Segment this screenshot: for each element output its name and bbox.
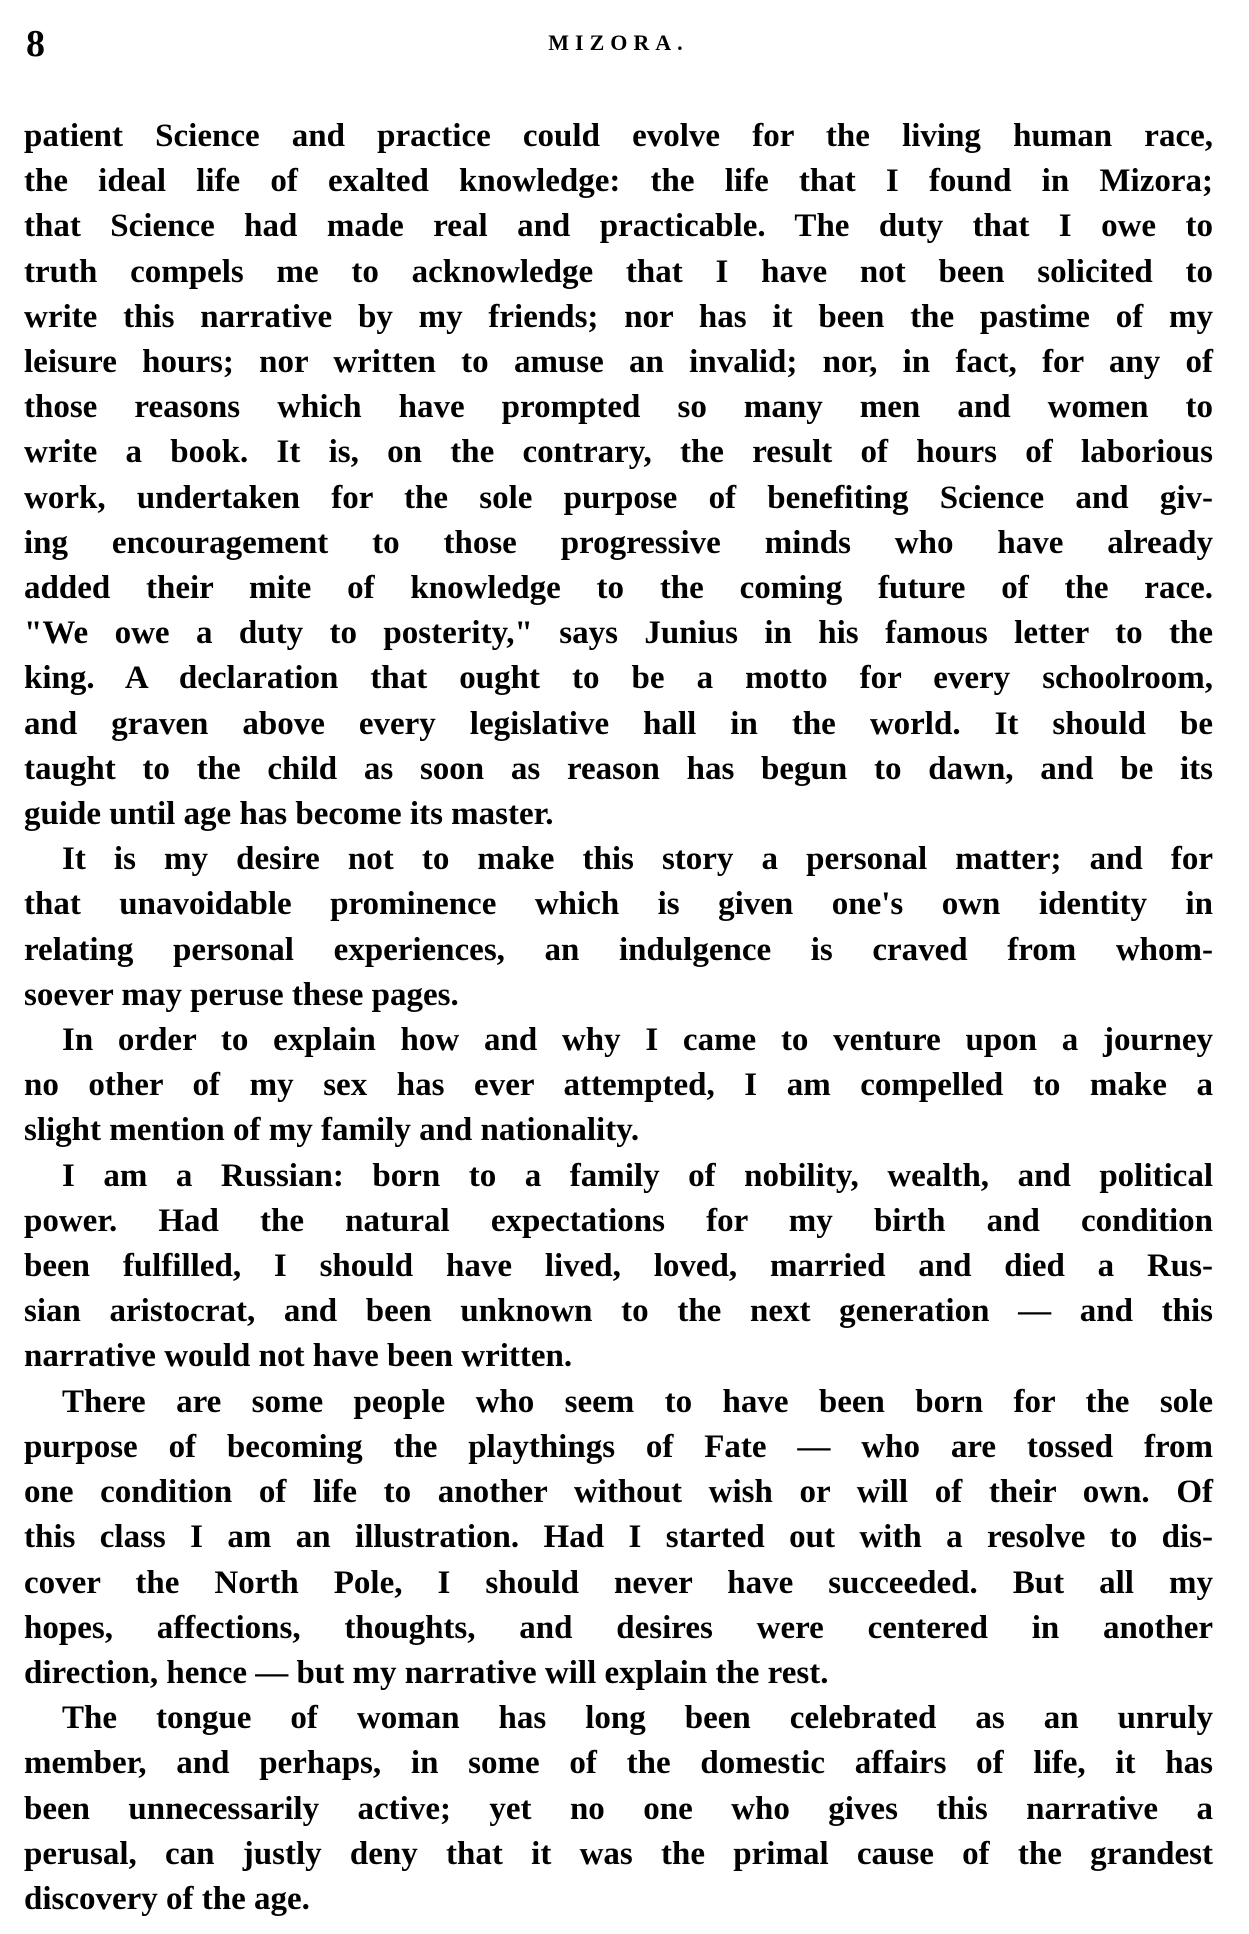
text-line: this class I am an illustration. Had I started out with a resolve to dis- <box>24 1519 1213 1556</box>
paragraph <box>24 1696 1213 1922</box>
text-line: and graven above every legislative hall in the world. It should be <box>24 705 1213 742</box>
paragraph <box>24 837 1213 1018</box>
text-line: narrative would not have been written. <box>24 1338 573 1375</box>
text-line: perusal, can justly deny that it was the primal cause of the grandest <box>24 1835 1213 1872</box>
paragraph <box>24 1018 1213 1154</box>
page-number: 8 <box>26 23 45 65</box>
text-line: those reasons which have prompted so many men and women to <box>24 389 1213 426</box>
text-line: write this narrative by my friends; nor has it been the pastime of my <box>24 298 1213 335</box>
text-line: There are some people who seem to have been born for the sole <box>62 1383 1213 1420</box>
text-line: It is my desire not to make this story a personal matter; and for <box>62 841 1213 878</box>
text-line: soever may peruse these pages. <box>24 976 459 1013</box>
text-line: king. A declaration that ought to be a motto for every schoolroom, <box>24 660 1213 697</box>
text-line: that Science had made real and practicable. The duty that I owe to <box>24 208 1213 245</box>
text-line: discovery of the age. <box>24 1880 310 1917</box>
paragraph <box>24 1154 1213 1380</box>
text-line: The tongue of woman has long been celebrated as an unruly <box>62 1700 1213 1737</box>
text-line: sian aristocrat, and been unknown to the next generation — and this <box>24 1293 1213 1330</box>
text-line: relating personal experiences, an indulgence is craved from whom- <box>24 931 1213 968</box>
body-text <box>24 114 1213 1922</box>
text-line: ing encouragement to those progressive minds who have already <box>24 524 1213 561</box>
text-line: slight mention of my family and nationality. <box>24 1112 640 1149</box>
text-line: that unavoidable prominence which is given one's own identity in <box>24 886 1213 923</box>
text-line: In order to explain how and why I came to venture upon a journey <box>62 1022 1213 1059</box>
text-line: the ideal life of exalted knowledge: the life that I found in Mizora; <box>24 163 1213 200</box>
text-line: guide until age has become its master. <box>24 796 554 833</box>
text-line: leisure hours; nor written to amuse an invalid; nor, in fact, for any of <box>24 344 1213 381</box>
text-line: write a book. It is, on the contrary, the result of hours of laborious <box>24 434 1213 471</box>
text-line: no other of my sex has ever attempted, I am compelled to make a <box>24 1067 1213 1104</box>
text-line: "We owe a duty to posterity," says Junius in his famous letter to the <box>24 615 1213 652</box>
text-line: truth compels me to acknowledge that I have not been solicited to <box>24 253 1213 290</box>
text-line: power. Had the natural expectations for my birth and condition <box>24 1202 1213 1239</box>
text-line: I am a Russian: born to a family of nobility, wealth, and political <box>62 1157 1213 1194</box>
text-line: added their mite of knowledge to the coming future of the race. <box>24 570 1213 607</box>
paragraph <box>24 114 1213 837</box>
text-line: patient Science and practice could evolve for the living human race, <box>24 118 1213 154</box>
text-line: cover the North Pole, I should never have succeeded. But all my <box>24 1564 1213 1601</box>
text-line: hopes, affections, thoughts, and desires were centered in another <box>24 1609 1213 1646</box>
text-line: one condition of life to another without wish or will of their own. Of <box>24 1474 1213 1511</box>
text-line: member, and perhaps, in some of the domestic affairs of life, it has <box>24 1745 1213 1782</box>
paragraph <box>24 1380 1213 1696</box>
text-line: taught to the child as soon as reason has begun to dawn, and be its <box>24 750 1213 787</box>
text-line: been fulfilled, I should have lived, loved, married and died a Rus- <box>24 1248 1213 1285</box>
running-head <box>24 22 1213 86</box>
running-title: MIZORA. <box>548 30 689 55</box>
text-line: direction, hence — but my narrative will explain the rest. <box>24 1654 829 1691</box>
text-line: been unnecessarily active; yet no one who gives this narrative a <box>24 1790 1213 1827</box>
text-line: work, undertaken for the sole purpose of benefiting Science and giv- <box>24 479 1213 516</box>
text-line: purpose of becoming the playthings of Fate — who are tossed from <box>24 1428 1213 1465</box>
